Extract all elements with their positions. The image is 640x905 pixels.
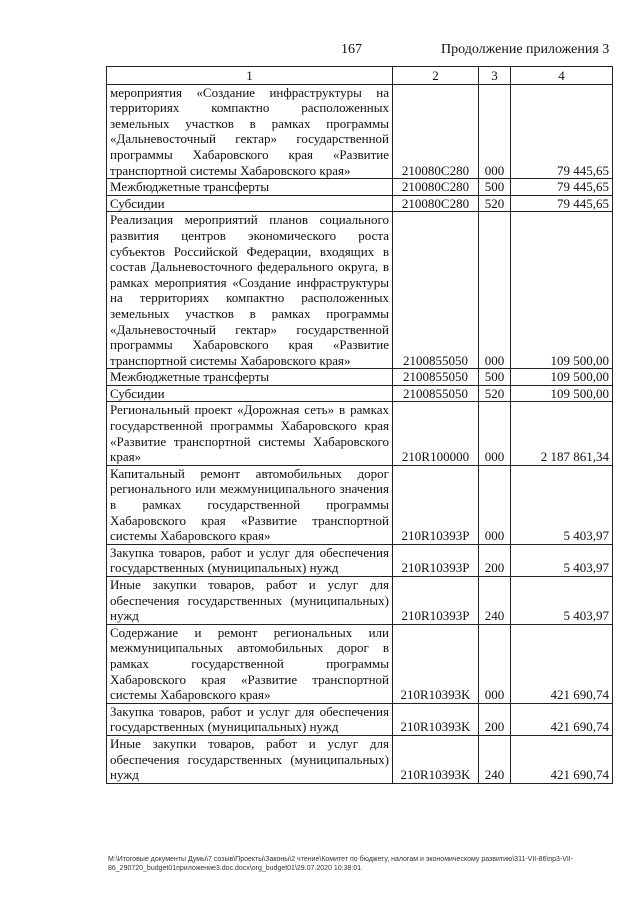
row-expense-type: 200 (479, 544, 511, 576)
row-expense-type: 500 (479, 179, 511, 196)
row-amount: 5 403,97 (511, 544, 613, 576)
column-header: 1 (107, 67, 393, 85)
row-amount: 5 403,97 (511, 577, 613, 625)
row-expense-type: 000 (479, 84, 511, 179)
table-row (107, 369, 613, 386)
row-name: Межбюджетные трансферты (107, 179, 393, 196)
row-name: Реализация мероприятий планов социального развития центров экономического роста субъектов Российской Федерации, входящих в состав Дальневосточного федерального округа, в рамках мероприятия «Создание инфраструктуры на территориях компактно расположенных земельных участков в рамках программы «Дальневосточный гектар» государственной программы Хабаровского края «Развитие транспортной системы Хабаровского края» (107, 212, 393, 369)
table-row (107, 624, 613, 703)
row-name: мероприятия «Создание инфраструктуры на территориях компактно расположенных земельных участков в рамках программы «Дальневосточный гектар» государственной программы Хабаровского края «Развитие транспортной системы Хабаровского края» (107, 84, 393, 179)
row-expense-type: 200 (479, 703, 511, 735)
column-header: 2 (393, 67, 479, 85)
table-row (107, 84, 613, 179)
table-header-row (107, 67, 613, 85)
row-code: 210080С280 (393, 84, 479, 179)
table-row (107, 735, 613, 783)
budget-table (106, 66, 613, 784)
row-expense-type: 000 (479, 465, 511, 544)
table-row (107, 577, 613, 625)
row-code: 210R10393P (393, 465, 479, 544)
row-amount: 79 445,65 (511, 195, 613, 212)
page-number: 167 (341, 42, 362, 57)
row-name: Содержание и ремонт региональных или межмуниципальных автомобильных дорог в рамках государственной программы Хабаровского края «Развитие транспортной системы Хабаровского края» (107, 624, 393, 703)
row-expense-type: 000 (479, 624, 511, 703)
table-row (107, 402, 613, 465)
row-amount: 2 187 861,34 (511, 402, 613, 465)
row-code: 210R10393P (393, 577, 479, 625)
row-code: 2100855050 (393, 369, 479, 386)
row-amount: 109 500,00 (511, 369, 613, 386)
row-name: Закупка товаров, работ и услуг для обеспечения государственных (муниципальных) нужд (107, 544, 393, 576)
row-name: Иные закупки товаров, работ и услуг для обеспечения государственных (муниципальных) нужд (107, 577, 393, 625)
row-amount: 109 500,00 (511, 385, 613, 402)
row-name: Капитальный ремонт автомобильных дорог регионального или межмуниципального значения в рамках государственной программы Хабаровского края «Развитие транспортной системы Хабаровского края» (107, 465, 393, 544)
row-name: Закупка товаров, работ и услуг для обеспечения государственных (муниципальных) нужд (107, 703, 393, 735)
document-path-footer: M:\Итоговые документы Думы\7 созыв\Проекты\Законы\2 чтение\Комитет по бюджету, налогам и экономическому развитию\311-VII-86\пр3-VII-86_290720_budget01приложение3.doc.docx\org_budget01\29.07.2020 10:38:01 (108, 856, 574, 872)
row-code: 210R10393K (393, 624, 479, 703)
row-code: 210080С280 (393, 195, 479, 212)
table-row (107, 385, 613, 402)
row-amount: 79 445,65 (511, 179, 613, 196)
row-name: Иные закупки товаров, работ и услуг для обеспечения государственных (муниципальных) нужд (107, 735, 393, 783)
row-amount: 421 690,74 (511, 703, 613, 735)
row-code: 210R10393K (393, 735, 479, 783)
row-amount: 109 500,00 (511, 212, 613, 369)
continuation-label: Продолжение приложения 3 (441, 42, 610, 57)
row-name: Межбюджетные трансферты (107, 369, 393, 386)
row-expense-type: 240 (479, 735, 511, 783)
table-row (107, 212, 613, 369)
row-code: 210R10393K (393, 703, 479, 735)
row-expense-type: 240 (479, 577, 511, 625)
row-amount: 5 403,97 (511, 465, 613, 544)
row-expense-type: 500 (479, 369, 511, 386)
row-code: 210080С280 (393, 179, 479, 196)
column-header: 4 (511, 67, 613, 85)
table-row (107, 195, 613, 212)
row-name: Региональный проект «Дорожная сеть» в рамках государственной программы Хабаровского края «Развитие транспортной системы Хабаровского края» (107, 402, 393, 465)
row-code: 2100855050 (393, 212, 479, 369)
row-code: 2100855050 (393, 385, 479, 402)
row-name: Субсидии (107, 195, 393, 212)
row-amount: 421 690,74 (511, 735, 613, 783)
row-code: 210R100000 (393, 402, 479, 465)
row-expense-type: 520 (479, 195, 511, 212)
table-row (107, 179, 613, 196)
row-expense-type: 000 (479, 212, 511, 369)
row-amount: 421 690,74 (511, 624, 613, 703)
row-name: Субсидии (107, 385, 393, 402)
table-row (107, 544, 613, 576)
table-row (107, 703, 613, 735)
row-expense-type: 520 (479, 385, 511, 402)
row-amount: 79 445,65 (511, 84, 613, 179)
row-code: 210R10393P (393, 544, 479, 576)
table-row (107, 465, 613, 544)
column-header: 3 (479, 67, 511, 85)
row-expense-type: 000 (479, 402, 511, 465)
